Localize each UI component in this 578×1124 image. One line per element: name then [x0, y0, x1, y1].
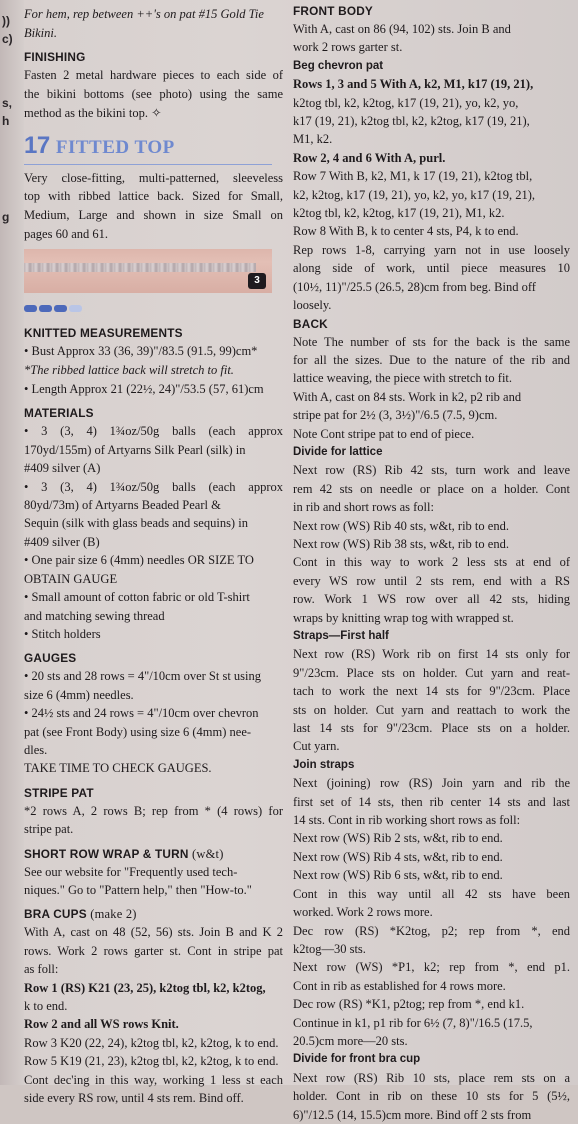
back-line: Note Cont stripe pat to end of piece.: [293, 426, 475, 441]
page-reference-badge: 3: [248, 273, 266, 289]
front-body-line: With A, cast on 86 (94, 102) sts. Join B and: [293, 22, 511, 36]
short-row-line: niques." Go to "Pattern help," then "How-to.": [24, 882, 252, 897]
join-line: Next row (WS) *P1, k2; rep from *, end p1.: [293, 960, 570, 975]
gauges-line: TAKE TIME TO CHECK GAUGES.: [24, 761, 212, 776]
divide-line: in rib and short rows as foll:: [293, 500, 434, 515]
margin-mark: h: [2, 114, 10, 128]
back-line: Note The number of sts for the back is the same: [293, 334, 570, 349]
short-row-heading-suffix: (w&t): [192, 846, 224, 861]
join-line: 14 sts. Cont in rib working short rows as foll:: [293, 813, 521, 828]
straps-line: Cut yarn.: [293, 739, 340, 754]
pattern-title: [24, 132, 283, 162]
materials-line: Sequin (silk with glass beads and sequins) in: [24, 516, 248, 531]
back-line: stripe pat for 2½ (3, 3½)"/6.5 (7.5, 9)cm.: [293, 408, 498, 423]
join-line: Continue in k1, p1 rib for 6½ (7, 8)"/16.5 (17.5,: [293, 1015, 533, 1030]
chevron-line: k2, k2tog, k17 (19, 21), yo, k2, yo, k17 (19, 21),: [293, 187, 535, 202]
chevron-line: Row 7 With B, k2, M1, k 17 (19, 21), k2tog tbl,: [293, 169, 533, 184]
pattern-number: 17: [24, 131, 50, 159]
right-column: [293, 0, 578, 1124]
gauges-line: size 6 (4mm) needles.: [24, 687, 134, 702]
gauges-line: dles.: [24, 742, 48, 757]
chevron-heading: Beg chevron pat: [293, 59, 384, 72]
measurements-heading: KNITTED MEASUREMENTS: [24, 326, 183, 341]
finishing-heading: FINISHING: [24, 50, 86, 65]
gauges-line: pat (see Front Body) using size 6 (4mm) nee-: [24, 724, 252, 739]
join-line: Next row (WS) Rib 2 sts, w&t, rib to end.: [293, 831, 503, 846]
gauges-line: • 20 sts and 28 rows = 4"/10cm over St st using: [24, 669, 262, 684]
intro-line: Bikini.: [24, 25, 57, 40]
bra-cups-heading-text: BRA CUPS: [24, 907, 87, 922]
skill-level-indicator: [24, 305, 283, 312]
join-line: worked. Work 2 rows more.: [293, 905, 433, 920]
short-row-line: See our website for "Frequently used tech-: [24, 864, 238, 879]
straps-line: last 14 sts for 9"/23cm. Place sts on a holder.: [293, 721, 570, 736]
back-line: lattice weaving, the piece with stretch to fit.: [293, 371, 513, 386]
measurements-line: • Length Approx 21 (22½, 24)"/53.5 (57, 61)cm: [24, 381, 264, 396]
straps-line: sts on holder. Cut yarn and reattach to work the: [293, 702, 570, 717]
bra-cups-line: With A, cast on 48 (52, 56) sts. Join B and K 2: [24, 925, 283, 940]
measurements-line: • Bust Approx 33 (36, 39)"/83.5 (91.5, 99)cm*: [24, 344, 258, 359]
garment-photo-strip: [24, 249, 272, 293]
divide-line: every WS row until 2 sts rem, end with a RS: [293, 573, 570, 588]
chevron-line: Rep rows 1-8, carrying yarn not in use loosely: [293, 242, 570, 257]
bra-cups-row: Row 5 K19 (21, 23), k2tog tbl, k2, k2tog, k to end.: [24, 1054, 279, 1069]
stripe-pat-line: stripe pat.: [24, 822, 74, 837]
bra-cups-line: Cont dec'ing in this way, working 1 less st each: [24, 1072, 283, 1087]
bra-cups-row: Row 1 (RS) K21 (23, 25), k2tog tbl, k2, k2tog,: [24, 980, 266, 995]
bra-cups-row: Row 2 and all WS rows Knit.: [24, 1017, 179, 1032]
bra-cup-line: 6)"/12.5 (14, 15.5)cm more. Bind off 2 sts from: [293, 1107, 532, 1122]
join-line: Next row (WS) Rib 4 sts, w&t, rib to end.: [293, 849, 503, 864]
bra-cups-row: Row 3 K20 (22, 24), k2tog tbl, k2, k2tog, k to end.: [24, 1035, 279, 1050]
bra-cups-line: as foll:: [24, 962, 59, 977]
chevron-line: (10½, 11)"/25.5 (26.5, 28)cm from beg. Bind off: [293, 279, 536, 294]
materials-line: • 3 (3, 4) 1¾oz/50g balls (each approx: [24, 424, 283, 439]
skill-bar-empty: [69, 305, 82, 312]
lace-trim-image: [24, 263, 256, 272]
straps-heading: Straps—First half: [293, 630, 389, 642]
margin-mark: c): [2, 32, 13, 46]
bra-cups-line: rows. Work 2 rows garter st. Cont in stripe pat: [24, 943, 283, 958]
materials-line: • Small amount of cotton fabric or old T-shirt: [24, 590, 250, 605]
description-line: top with ribbed lattice back. Sized for Small,: [24, 189, 283, 204]
chevron-line: Row 8 With B, k to center 4 sts, P4, k to end.: [293, 224, 519, 239]
bra-cups-line: k to end.: [24, 999, 68, 1013]
pattern-name: FITTED TOP: [55, 136, 175, 158]
chevron-line: k2tog tbl, k2, k2tog, k17 (19, 21), M1, k2.: [293, 206, 505, 221]
materials-line: #409 silver (B): [24, 534, 100, 549]
chevron-line: loosely.: [293, 298, 332, 313]
divide-line: Next row (WS) Rib 38 sts, w&t, rib to end.: [293, 536, 509, 551]
straps-line: 9"/23cm. Place sts on holder. Cut yarn and reat-: [293, 665, 570, 680]
left-column: [24, 0, 289, 1107]
title-rule: [24, 164, 272, 165]
straps-line: Next row (RS) Work rib on first 14 sts only for: [293, 647, 570, 662]
divide-line: wraps by knitting wrap tog with wrapped st.: [293, 610, 514, 625]
join-line: first set of 14 sts, then rib center 14 sts and last: [293, 794, 570, 809]
join-straps-heading: Join straps: [293, 758, 355, 771]
front-body-line: work 2 rows garter st.: [293, 40, 403, 55]
materials-line: and matching sewing thread: [24, 608, 165, 623]
skill-bar-filled: [54, 305, 67, 312]
short-row-heading-text: SHORT ROW WRAP & TURN: [24, 846, 189, 861]
finishing-line: Fasten 2 metal hardware pieces to each side of: [24, 68, 283, 83]
margin-mark: g: [2, 210, 10, 224]
materials-heading: MATERIALS: [24, 406, 94, 421]
bra-cup-line: Next row (RS) Rib 10 sts, place rem sts on a: [293, 1070, 570, 1085]
description-line: pages 60 and 61.: [24, 226, 109, 241]
divide-line: rem 42 sts on needle or place on a holder. Cont: [293, 481, 570, 496]
join-line: Dec row (RS) *K2tog, p2; rep from *, end: [293, 923, 570, 938]
bra-cups-heading: [24, 905, 283, 923]
gauges-line: • 24½ sts and 24 rows = 4"/10cm over chevron: [24, 706, 259, 721]
chevron-line: k17 (19, 21), k2tog tbl, k2, k2tog, k17 (19, 21),: [293, 114, 530, 129]
short-row-heading: [24, 845, 283, 863]
join-line: Next (joining) row (RS) Join yarn and rib the: [293, 776, 570, 791]
materials-line: 80yd/73m) of Artyarns Beaded Pearl &: [24, 498, 221, 513]
chevron-line: along side of work, until piece measures 10: [293, 261, 570, 276]
description-line: Very close-fitting, multi-patterned, sleeveless: [24, 170, 283, 185]
chevron-line: Row 2, 4 and 6 With A, purl.: [293, 150, 446, 165]
stripe-pat-heading: STRIPE PAT: [24, 785, 94, 800]
chevron-line: Rows 1, 3 and 5 With A, k2, M1, k17 (19, 21),: [293, 77, 534, 92]
join-line: Cont in this way until all 42 sts have been: [293, 886, 570, 901]
bra-cup-line: holder. Cont in rib on these 10 sts for 5 (5½,: [293, 1089, 570, 1104]
join-line: Dec row (RS) *K1, p2tog; rep from *, end k1.: [293, 997, 525, 1012]
margin-mark: s,: [2, 96, 13, 110]
materials-line: #409 silver (A): [24, 461, 101, 476]
materials-line: • 3 (3, 4) 1¾oz/50g balls (each approx: [24, 479, 283, 494]
left-margin-strip: [0, 0, 24, 1085]
materials-line: • One pair size 6 (4mm) needles OR SIZE TO: [24, 553, 254, 568]
finishing-line: method as the bikini top. ✧: [24, 105, 162, 120]
front-body-heading: FRONT BODY: [293, 4, 373, 18]
join-line: Next row (WS) Rib 6 sts, w&t, rib to end.: [293, 868, 503, 883]
chevron-line: k2tog tbl, k2, k2tog, k17 (19, 21), yo, k2, yo,: [293, 95, 519, 110]
divide-heading: Divide for lattice: [293, 445, 383, 458]
join-line: k2tog—30 sts.: [293, 941, 366, 956]
measurements-note: *The ribbed lattice back will stretch to fit.: [24, 363, 234, 378]
intro-line: For hem, rep between ++'s on pat #15 Gold Tie: [24, 7, 264, 21]
skill-bar-filled: [39, 305, 52, 312]
chevron-line: M1, k2.: [293, 132, 333, 147]
materials-line: • Stitch holders: [24, 626, 101, 641]
back-line: With A, cast on 84 sts. Work in k2, p2 rib and: [293, 389, 522, 404]
finishing-line: the bikini bottoms (see photo) using the same: [24, 87, 283, 102]
divide-line: Next row (WS) Rib 40 sts, w&t, rib to end.: [293, 518, 509, 533]
back-heading: BACK: [293, 316, 328, 331]
stripe-pat-line: *2 rows A, 2 rows B; rep from * (4 rows) for: [24, 803, 283, 818]
join-line: 20.5)cm more—20 sts.: [293, 1033, 408, 1048]
bra-cup-heading: Divide for front bra cup: [293, 1053, 421, 1066]
back-line: for all the sizes. Due to the nature of the rib and: [293, 352, 570, 367]
skill-bar-filled: [24, 305, 37, 312]
bra-cups-heading-suffix: (make 2): [90, 907, 137, 922]
description-line: Medium, Large and shown in size Small on: [24, 207, 283, 222]
materials-line: 170yd/155m) of Artyarns Silk Pearl (silk) in: [24, 442, 246, 457]
bra-cups-line: side every RS row, until 4 sts rem. Bind off.: [24, 1091, 244, 1106]
straps-line: tach to work the next 14 sts for 9"/23cm. Place: [293, 684, 570, 699]
divide-line: row. Work 1 WS row over all 42 sts, hiding: [293, 592, 570, 607]
materials-line: OBTAIN GAUGE: [24, 571, 118, 586]
join-line: Cont in rib as established for 4 rows more.: [293, 978, 506, 993]
gauges-heading: GAUGES: [24, 651, 77, 666]
margin-mark: )): [2, 14, 10, 28]
divide-line: Next row (RS) Rib 42 sts, turn work and leave: [293, 463, 570, 478]
divide-line: Cont in this way to work 2 less sts at end of: [293, 555, 570, 570]
